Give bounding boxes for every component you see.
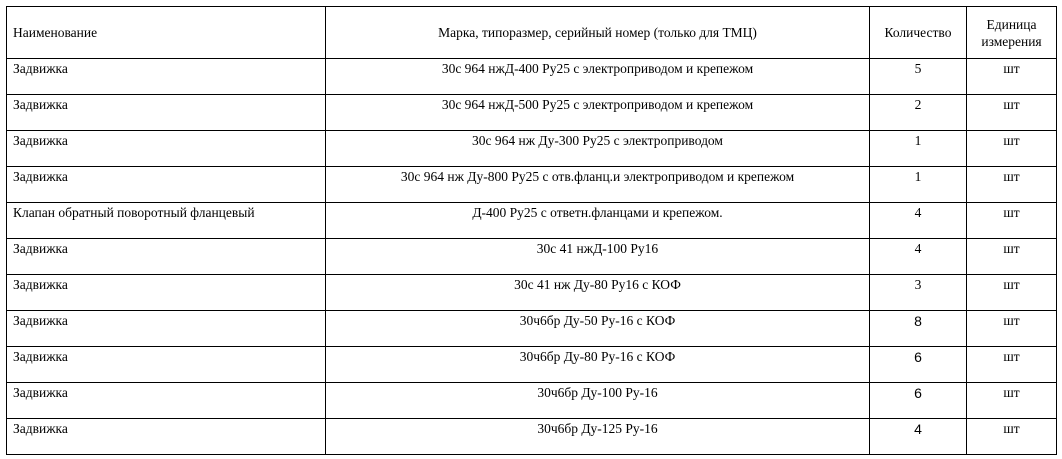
cell-unit: шт (967, 347, 1057, 383)
table-row (7, 383, 1057, 419)
table-header-row (7, 7, 1057, 59)
cell-unit: шт (967, 131, 1057, 167)
header-qty: Количество (870, 7, 967, 59)
cell-mark: 30с 41 нж Ду-80 Ру16 с КОФ (326, 275, 870, 311)
header-unit: Единица измерения (967, 7, 1057, 59)
cell-name: Задвижка (7, 59, 326, 95)
cell-mark: 30ч6бр Ду-125 Ру-16 (326, 419, 870, 455)
cell-name: Задвижка (7, 383, 326, 419)
cell-qty: 1 (870, 167, 967, 203)
cell-qty: 2 (870, 95, 967, 131)
cell-qty: 8 (870, 311, 967, 347)
cell-name: Задвижка (7, 275, 326, 311)
cell-mark: 30с 964 нжД-500 Ру25 с электроприводом и крепежом (326, 95, 870, 131)
cell-qty: 4 (870, 419, 967, 455)
cell-qty: 6 (870, 347, 967, 383)
cell-mark: 30с 964 нж Ду-800 Ру25 с отв.фланц.и электроприводом и крепежом (326, 167, 870, 203)
cell-name: Задвижка (7, 131, 326, 167)
cell-qty: 1 (870, 131, 967, 167)
cell-unit: шт (967, 239, 1057, 275)
cell-qty: 4 (870, 239, 967, 275)
cell-qty: 3 (870, 275, 967, 311)
table-row (7, 59, 1057, 95)
header-name: Наименование (7, 7, 326, 59)
cell-mark: 30ч6бр Ду-100 Ру-16 (326, 383, 870, 419)
table-row (7, 203, 1057, 239)
cell-unit: шт (967, 311, 1057, 347)
equipment-table (6, 6, 1057, 455)
cell-name: Задвижка (7, 239, 326, 275)
cell-name: Задвижка (7, 167, 326, 203)
cell-unit: шт (967, 59, 1057, 95)
cell-name: Задвижка (7, 311, 326, 347)
cell-unit: шт (967, 275, 1057, 311)
table-row (7, 239, 1057, 275)
cell-unit: шт (967, 383, 1057, 419)
header-mark: Марка, типоразмер, серийный номер (только для ТМЦ) (326, 7, 870, 59)
cell-mark: 30с 41 нжД-100 Ру16 (326, 239, 870, 275)
cell-qty: 5 (870, 59, 967, 95)
cell-unit: шт (967, 167, 1057, 203)
cell-unit: шт (967, 419, 1057, 455)
cell-unit: шт (967, 203, 1057, 239)
table-row (7, 95, 1057, 131)
table-row (7, 419, 1057, 455)
table-row (7, 131, 1057, 167)
table-row (7, 347, 1057, 383)
table-row (7, 311, 1057, 347)
cell-name: Задвижка (7, 347, 326, 383)
cell-mark: 30ч6бр Ду-50 Ру-16 с КОФ (326, 311, 870, 347)
cell-mark: 30с 964 нж Ду-300 Ру25 с электроприводом (326, 131, 870, 167)
cell-mark: Д-400 Ру25 с ответн.фланцами и крепежом. (326, 203, 870, 239)
table-row (7, 167, 1057, 203)
cell-mark: 30ч6бр Ду-80 Ру-16 с КОФ (326, 347, 870, 383)
cell-unit: шт (967, 95, 1057, 131)
cell-name: Задвижка (7, 419, 326, 455)
cell-name: Задвижка (7, 95, 326, 131)
cell-mark: 30с 964 нжД-400 Ру25 с электроприводом и крепежом (326, 59, 870, 95)
cell-qty: 6 (870, 383, 967, 419)
cell-name: Клапан обратный поворотный фланцевый (7, 203, 326, 239)
cell-qty: 4 (870, 203, 967, 239)
table-row (7, 275, 1057, 311)
